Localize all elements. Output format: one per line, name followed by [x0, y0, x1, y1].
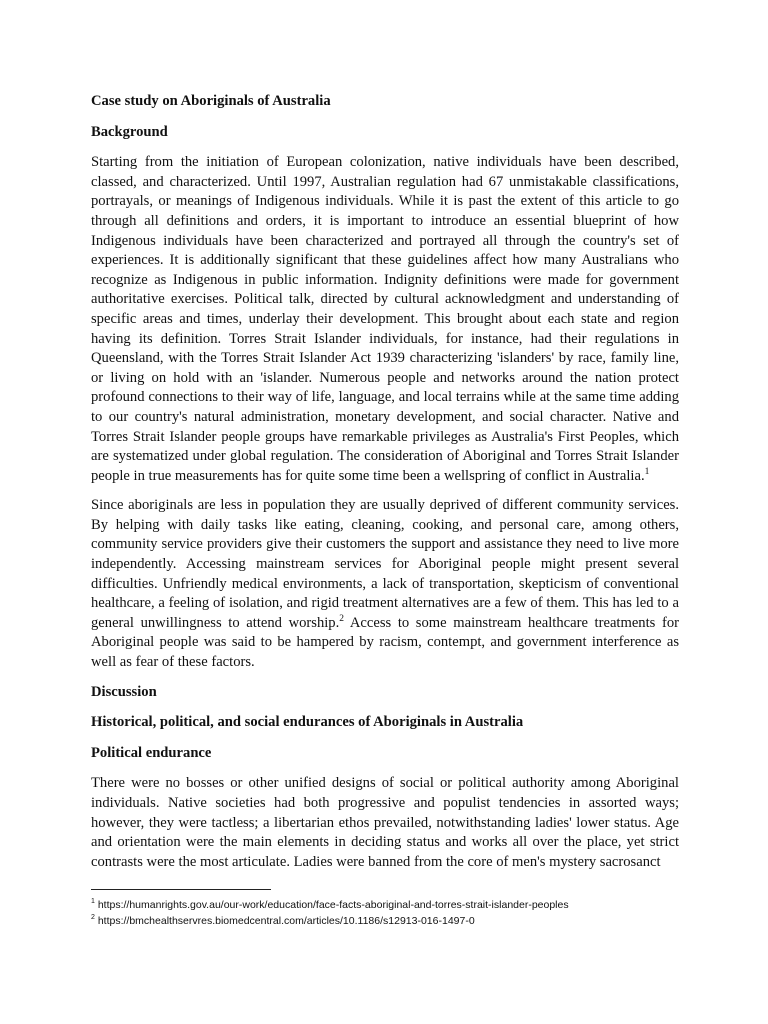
- background-paragraph-2-text-b: Access to some mainstream healthcare treatments for Aboriginal people was said to be hampered by racism, contempt, and government interference as well as fear of these factors.: [91, 614, 679, 671]
- background-paragraph-1-text: Starting from the initiation of European colonization, native individuals have been described, classed, and characterized. Until 1997, Australian regulation had 67 unmistakable classifications, portrayals, or meanings of Indigenous individuals. While it is past the extent of this article to go through all definitions and orders, it is important to introduce an essential blueprint of how Indigenous individuals have been characterized and portrayed all through the country's set of experiences. It is additionally significant that these guidelines affect how many Australians who recognize as Indigenous in public information. Indignity definitions were made for government authoritative exercises. Political talk, directed by cultural acknowledgment and understanding of specific areas and times, underlay their development. This brought about each state and region having its definition. Torres Strait Islander individuals, for instance, had their regulations in Queensland, with the Torres Strait Islander Act 1939 characterizing 'islanders' by race, family line, or living on hold with an 'islander. Numerous people and networks around the nation protect profound connections to their way of life, language, and local terrains while at the same time adding to our country's natural administration, monetary development, and social character. Native and Torres Strait Islander people groups have remarkable privileges as Australia's First Peoples, which are systematized under global regulation. The consideration of Aboriginal and Torres Strait Islander people in true measurements has for quite some time been a wellspring of conflict in Australia.: [91, 154, 679, 484]
- footnote-2: [91, 913, 691, 929]
- footnote-mark-2: 2: [91, 914, 95, 921]
- background-paragraph-1: [91, 153, 679, 486]
- document-body: [91, 92, 679, 882]
- document-title: Case study on Aboriginals of Australia: [91, 93, 331, 109]
- background-paragraph-2-text-a: Since aboriginals are less in population they are usually deprived of different community services. By helping with daily tasks like eating, cleaning, cooking, and personal care, among others, community service providers give their customers the support and assistance they need to live more independently. Accessing mainstream services for Aboriginal people might present several difficulties. Unfriendly medical environments, a lack of transportation, skepticism of conventional healthcare, a feeling of isolation, and rigid treatment alternatives are a few of them. This has led to a general unwillingness to attend worship.: [91, 497, 679, 631]
- footnotes: [91, 897, 691, 929]
- footnote-1: [91, 897, 691, 913]
- political-endurance-heading: Political endurance: [91, 744, 212, 761]
- historical-heading: Historical, political, and social endurances of Aboriginals in Australia: [91, 714, 524, 731]
- footnote-ref-1[interactable]: 1: [644, 466, 650, 477]
- footnote-ref-2[interactable]: 2: [339, 613, 345, 624]
- footnote-mark-1: 1: [91, 898, 95, 905]
- background-heading: Background: [91, 123, 168, 140]
- political-paragraph-1: There were no bosses or other unified designs of social or political authority among Aboriginal individuals. Native societies had both progressive and populist tendencies in assorted ways; however, they were tactless; a libertarian ethos prevailed, notwithstanding ladies' lower status. Age and orientation were the main elements in deciding status and works all over the place, yet strict contrasts were the most articulate. Ladies were banned from the core of men's mystery sacrosanct: [91, 775, 679, 870]
- footnote-link-2[interactable]: https://bmchealthservres.biomedcentral.com/articles/10.1186/s12913-016-1497-0: [94, 915, 475, 927]
- discussion-heading: Discussion: [91, 683, 157, 700]
- background-paragraph-2: [91, 496, 679, 672]
- footnote-separator: [91, 889, 271, 890]
- footnote-link-1[interactable]: https://humanrights.gov.au/our-work/education/face-facts-aboriginal-and-torres-strait-islander-peoples: [94, 899, 569, 911]
